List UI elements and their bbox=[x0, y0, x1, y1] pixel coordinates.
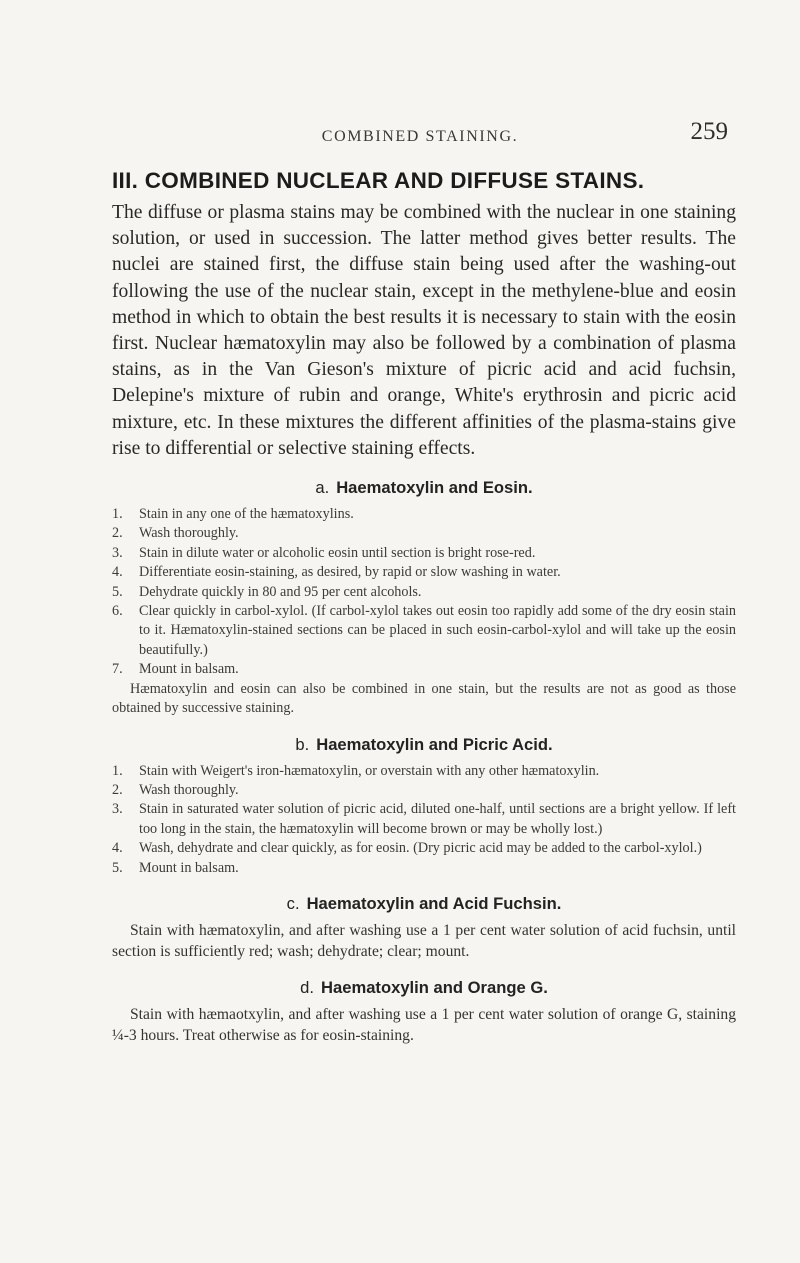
step-text: Differentiate eosin-staining, as desired, by rapid or slow washing in water. bbox=[139, 564, 561, 581]
section-heading: III. COMBINED NUCLEAR AND DIFFUSE STAINS. bbox=[112, 168, 645, 193]
step-number: 4. bbox=[112, 840, 123, 857]
page-content bbox=[112, 168, 736, 1046]
method-d-text: Stain with hæmaotxylin, and after washing use a 1 per cent water solution of orange G, staining ¼-3 hours. Treat otherwise as for eosin-staining. bbox=[112, 1006, 736, 1044]
step-number: 1. bbox=[112, 762, 123, 779]
method-d bbox=[112, 978, 736, 1046]
method-c-text: Stain with hæmatoxylin, and after washing use a 1 per cent water solution of acid fuchsin, until section is sufficiently red; wash; dehydrate; clear; mount. bbox=[112, 921, 736, 960]
step-text: Wash, dehydrate and clear quickly, as for eosin. (Dry picric acid may be added to the carbol-xylol.) bbox=[139, 840, 702, 857]
list-item bbox=[112, 583, 736, 602]
running-title: COMBINED STAINING. bbox=[321, 128, 519, 145]
list-item bbox=[112, 563, 736, 582]
method-d-letter: d. bbox=[300, 978, 314, 998]
step-text: Mount in balsam. bbox=[139, 859, 239, 876]
step-text: Mount in balsam. bbox=[139, 661, 239, 678]
method-a-heading bbox=[112, 478, 736, 498]
step-number: 4. bbox=[112, 564, 123, 581]
step-text: Dehydrate quickly in 80 and 95 per cent alcohols. bbox=[139, 583, 422, 600]
method-b bbox=[112, 735, 736, 878]
step-number: 2. bbox=[112, 525, 123, 542]
step-number: 6. bbox=[112, 603, 123, 620]
step-text: Stain with Weigert's iron-hæmatoxylin, or overstain with any other hæmatoxylin. bbox=[139, 762, 600, 779]
step-number: 1. bbox=[112, 506, 123, 523]
list-item bbox=[112, 505, 736, 524]
step-number: 7. bbox=[112, 661, 123, 678]
page-number: 259 bbox=[690, 118, 728, 145]
method-a-steps bbox=[112, 505, 736, 680]
step-text: Stain in any one of the hæmatoxylins. bbox=[139, 506, 354, 523]
method-a-title: Haematoxylin and Eosin. bbox=[336, 478, 533, 498]
list-item bbox=[112, 660, 736, 679]
step-text: Wash thoroughly. bbox=[139, 781, 239, 798]
list-item bbox=[112, 524, 736, 543]
step-number: 3. bbox=[112, 544, 123, 561]
list-item bbox=[112, 602, 736, 660]
method-a-note: Hæmatoxylin and eosin can also be combined in one stain, but the results are not as good as those obtained by successive staining. bbox=[112, 680, 736, 717]
method-c-title: Haematoxylin and Acid Fuchsin. bbox=[306, 893, 562, 913]
intro-paragraph: The diffuse or plasma stains may be combined with the nuclear in one staining solution, or used in succession. The latter method gives better results. The nuclei are stained first, the diffuse stain being used after the washing-out following the use of the nuclear stain, except in the methylene-blue and eosin method in which to obtain the best results it is necessary to stain with the eosin first. Nuclear hæmatoxylin may also be followed by a combination of plasma stains, as in the Van Gieson's mixture of picric acid and acid fuchsin, Delepine's mixture of rubin and orange, White's erythrosin and picric acid mixture, etc. In these mixtures the different affinities of the plasma-stains give rise to differential or selective staining effects. bbox=[112, 202, 736, 459]
list-item bbox=[112, 839, 736, 858]
step-number: 5. bbox=[112, 583, 123, 600]
list-item bbox=[112, 859, 736, 878]
method-d-heading bbox=[112, 978, 736, 998]
method-c-letter: c. bbox=[286, 893, 300, 913]
step-text: Wash thoroughly. bbox=[139, 525, 239, 542]
step-text: Stain in dilute water or alcoholic eosin until section is bright rose-red. bbox=[139, 544, 536, 561]
list-item bbox=[112, 762, 736, 781]
method-c bbox=[112, 894, 736, 962]
method-a bbox=[112, 478, 736, 718]
method-b-steps bbox=[112, 762, 736, 878]
method-b-letter: b. bbox=[295, 734, 310, 754]
list-item bbox=[112, 800, 736, 839]
step-number: 2. bbox=[112, 781, 123, 798]
step-number: 3. bbox=[112, 801, 123, 818]
method-b-title: Haematoxylin and Picric Acid. bbox=[316, 734, 553, 754]
step-number: 5. bbox=[112, 859, 123, 876]
step-text: Clear quickly in carbol-xylol. (If carbol-xylol takes out eosin too rapidly add some of the dry eosin stain to it. Hæmatoxylin-stained sections can be placed in such eosin-carbol-xylol and will take up the eosin beautifully.) bbox=[139, 603, 736, 658]
method-a-letter: a. bbox=[315, 478, 330, 498]
list-item bbox=[112, 544, 736, 563]
method-d-title: Haematoxylin and Orange G. bbox=[321, 978, 548, 998]
list-item bbox=[112, 781, 736, 800]
method-c-heading bbox=[112, 894, 736, 914]
method-b-heading bbox=[112, 735, 736, 755]
step-text: Stain in saturated water solution of picric acid, diluted one-half, until sections are a bright yellow. If left too long in the stain, the hæmatoxylin will become brown or may be wholly lost.) bbox=[139, 801, 736, 837]
running-head bbox=[112, 118, 728, 154]
